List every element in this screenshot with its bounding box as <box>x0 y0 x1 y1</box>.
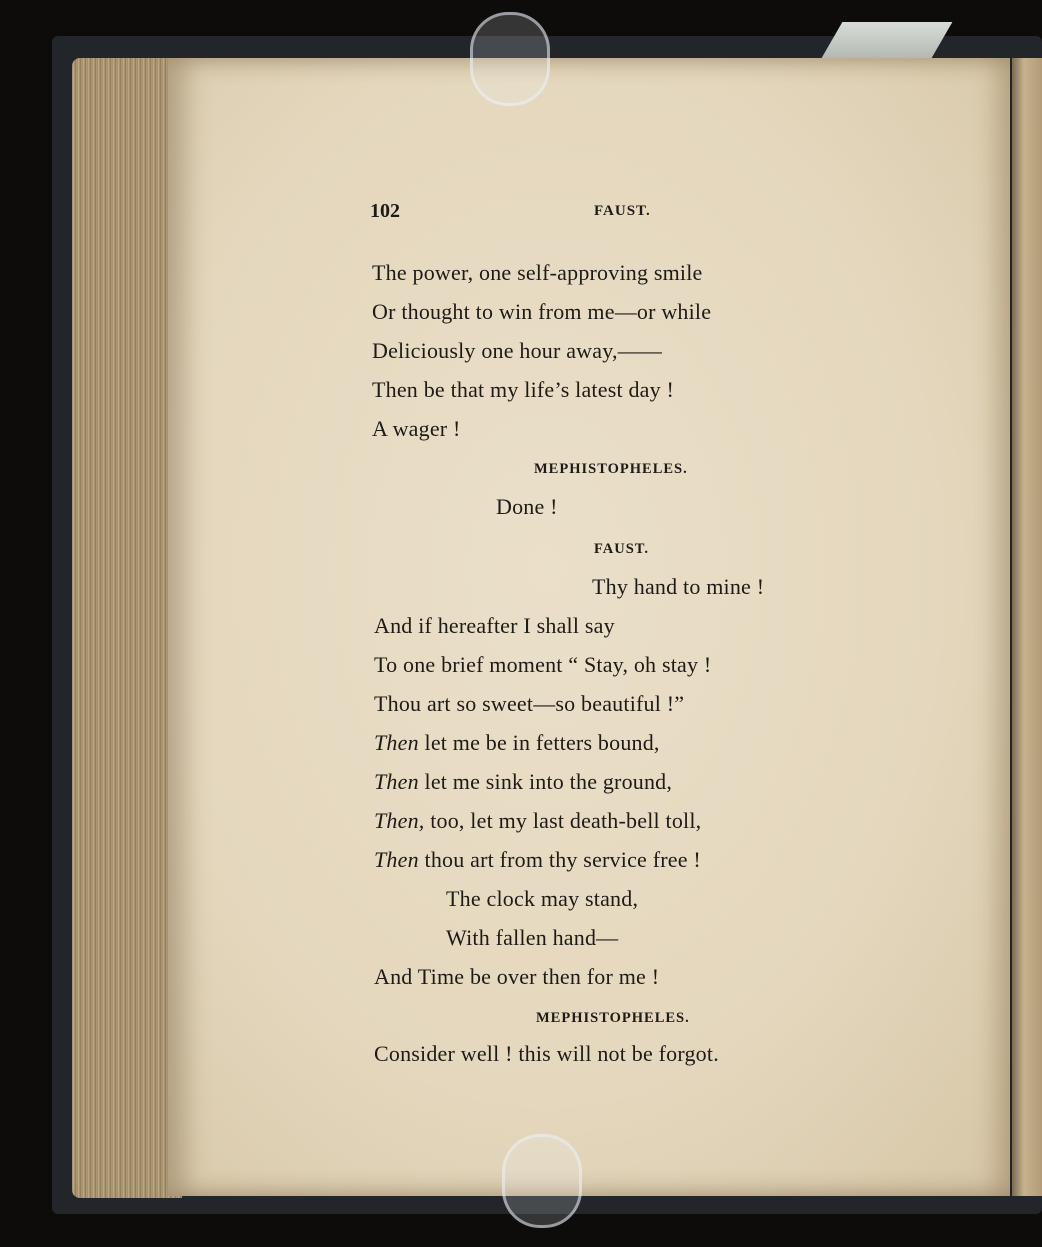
verse-line: And Time be over then for me ! <box>374 964 660 989</box>
line-text: too, let my last death-bell toll, <box>424 808 702 833</box>
verse-line: The clock may stand, <box>446 886 639 911</box>
page-clip-bottom <box>502 1134 582 1228</box>
line-text: thou art from thy service free ! <box>418 847 701 872</box>
speaker-name: FAUST. <box>594 541 650 557</box>
verse-line: And if hereafter I shall say <box>374 613 615 638</box>
verse-line: Or thought to win from me—or while <box>372 299 712 324</box>
verse-line: To one brief moment “ Stay, oh stay ! <box>374 652 712 677</box>
verse-line: Thou art so sweet—so beautiful !” <box>374 691 685 716</box>
speaker-name: MEPHISTOPHELES. <box>536 1010 690 1026</box>
verse-line: A wager ! <box>372 416 461 441</box>
page-clip-top <box>470 12 550 106</box>
verse-line: Consider well ! this will not be forgot. <box>374 1041 719 1066</box>
verse-line: Done ! <box>496 494 558 519</box>
line-text: let me sink into the ground, <box>418 769 673 794</box>
verse-line: Then be that my life’s latest day ! <box>372 377 675 402</box>
page-number: 102 <box>370 200 400 222</box>
page-edges <box>72 58 182 1198</box>
running-title: FAUST. <box>594 203 651 219</box>
facing-page-edge <box>1012 58 1042 1196</box>
verse-line <box>374 730 660 756</box>
verse-line: Thy hand to mine ! <box>592 574 765 599</box>
speaker-name: MEPHISTOPHELES. <box>534 461 688 477</box>
emphasis-word: Then <box>374 847 419 872</box>
verse-line <box>374 808 701 834</box>
verse-line: With fallen hand— <box>446 925 619 950</box>
verse-line: The power, one self-approving smile <box>372 260 703 285</box>
emphasis-word: Then <box>374 769 419 794</box>
verse-line: Deliciously one hour away,—— <box>372 338 663 363</box>
verse-line <box>374 847 701 873</box>
verse-line <box>374 769 672 795</box>
bookmark-ribbon <box>822 22 953 58</box>
emphasis-word: Then <box>374 730 419 755</box>
line-text: let me be in fetters bound, <box>418 730 660 755</box>
emphasis-word: Then, <box>374 808 425 833</box>
